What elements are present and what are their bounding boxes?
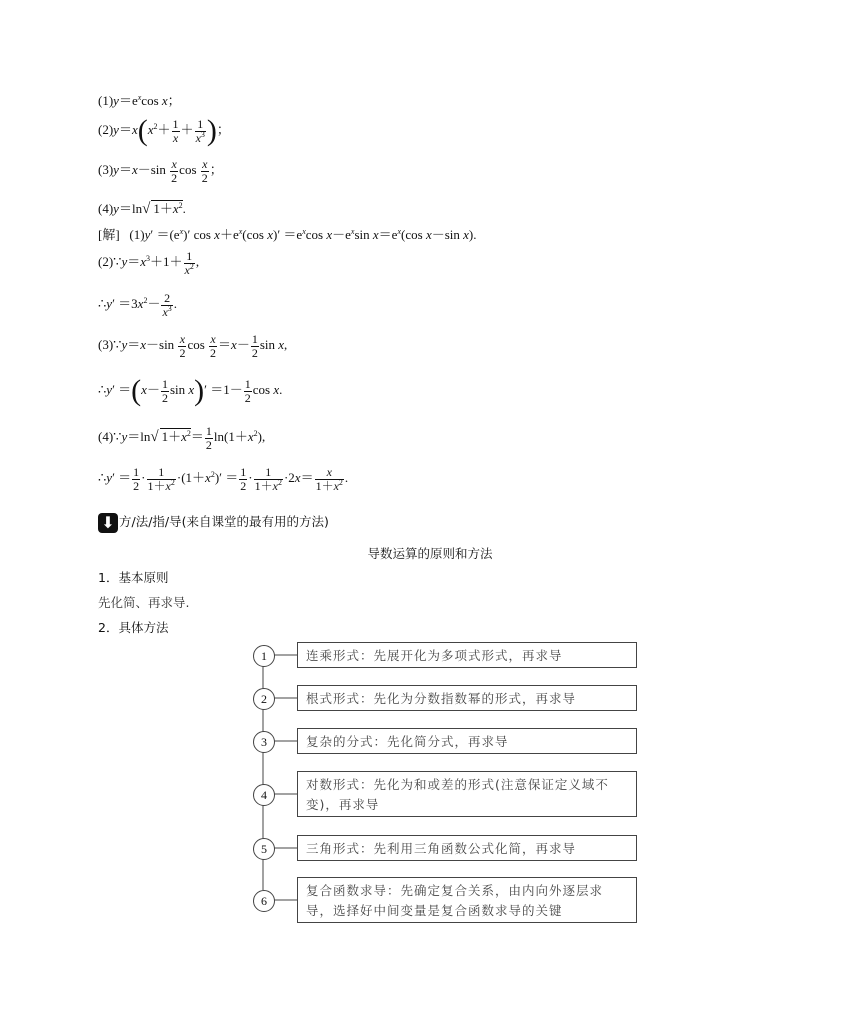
download-icon: ⬇ [98,513,118,533]
method-box-1: 连乘形式：先展开化为多项式形式，再求导 [297,642,637,668]
problem-3: (3)y＝x－sin $\frac{x}{2}$ cos $\frac{x}{2}$ ； [98,157,223,185]
problem-4: (4)y＝ln√ $1+x^2$. [98,201,186,217]
problem-2: $(2)y=x(x^2+$ $\frac{1}{x}$ ＋ $\frac{1}{x^3}$ )； [98,114,230,148]
principle-text: 先化简、再求导. [98,595,190,610]
section-title: 导数运算的原则和方法 [367,546,493,561]
method-box-4: 对数形式：先化为和或差的形式(注意保证定义域不变)，再求导 [297,771,637,817]
step-number-3: 3 [253,731,275,753]
step-number-4: 4 [253,784,275,806]
step-number-6: 6 [253,890,275,912]
step-number-2: 2 [253,688,275,710]
method-box-3: 复杂的分式：先化简分式，再求导 [297,728,637,754]
solution-3b: ∴y′ ＝(x－ $\frac{1}{2}$ sin x)′ ＝1－ $\frac{1}{2}$ cos x. [98,374,283,408]
method-box-6: 复合函数求导：先确定复合关系，由内向外逐层求导，选择好中间变量是复合函数求导的关键 [297,877,637,923]
heading-methods: 2．具体方法 [98,620,169,635]
solution-4b: ∴y′ ＝ $\frac{1}{2}$ · $\frac{1}{1+x^2}$ $\cdot(1+x^2)'$ ＝ $\frac{1}{2}$ · $\frac{1}{1+x^2}$ ·2x＝ $\frac{x}{1+x^2}$ . [98,465,349,493]
solution-2b: ∴y′ $=3x^2-$ $\frac{2}{x^3}$ . [98,291,178,319]
problem-1: $(1)y=e^x\cos$ x； [98,93,181,108]
solution-2a: $(2)\because y=x^3+1+$ $\frac{1}{x^2}$ , [98,249,200,277]
step-number-5: 5 [253,838,275,860]
solution-3a: (3)∵y＝x－sin $\frac{x}{2}$ cos $\frac{x}{2}$ ＝x－ $\frac{1}{2}$ sin x, [98,332,288,360]
solution-4a: (4)∵y＝ln√ $1+x^2=$ $\frac{1}{2}$ $\ln(1+x^2)$, [98,424,266,452]
step-number-1: 1 [253,645,275,667]
method-box-2: 根式形式：先化为分数指数幂的形式，再求导 [297,685,637,711]
method-box-5: 三角形式：先利用三角函数公式化简，再求导 [297,835,637,861]
heading-principle: 1．基本原则 [98,570,169,585]
solution-1: [解] $(1)y' =(e^x)'$ $\cos x+e^x(\cos$ $x)' =e^x\cos$ $x-e^x\sin$ $x=e^x(\cos$ x－sin x). [98,227,477,242]
method-header-label: 方/法/指/导(来自课堂的最有用的方法) [119,514,329,529]
